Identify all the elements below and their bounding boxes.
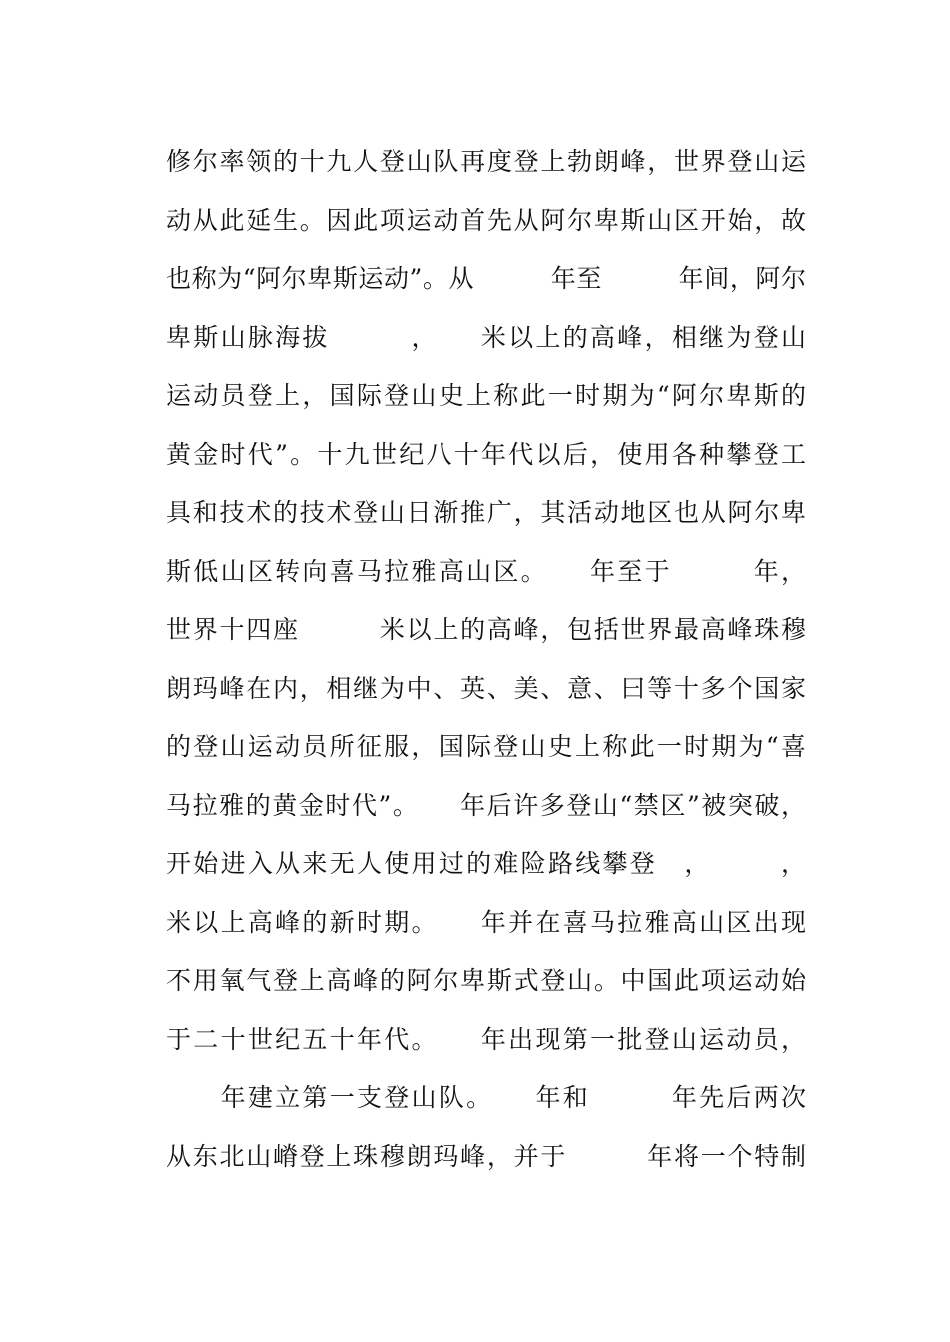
text-line: 年建立第一支登山队。 年和 年先后两次: [166, 1083, 806, 1112]
body-text: [166, 133, 806, 1186]
text-line: 的登山运动员所征服，国际登山史上称此一时期为“喜: [166, 732, 806, 761]
text-line: 不用氧气登上高峰的阿尔卑斯式登山。中国此项运动始: [166, 966, 806, 995]
text-line: 也称为“阿尔卑斯运动”。从 年至 年间，阿尔: [166, 264, 806, 293]
text-line: 朗玛峰在内，相继为中、英、美、意、曰等十多个国家: [166, 673, 806, 703]
text-line: 米以上高峰的新时期。 年并在喜马拉雅高山区出现: [166, 907, 806, 937]
text-line: 修尔率领的十九人登山队再度登上勃朗峰，世界登山运: [166, 147, 806, 176]
text-line: 黄金时代”。十九世纪八十年代以后，使用各种攀登工: [166, 439, 806, 469]
text-line: 动从此延生。因此项运动首先从阿尔卑斯山区开始，故: [166, 205, 806, 235]
text-line: 运动员登上，国际登山史上称此一时期为“阿尔卑斯的: [166, 381, 806, 410]
text-line: 马拉雅的黄金时代”。 年后许多登山“禁区”被突破，: [166, 790, 806, 820]
text-line: 斯低山区转向喜马拉雅高山区。 年至于 年，: [166, 556, 806, 586]
text-line: 开始进入从来无人使用过的难险路线攀登 ， ，: [166, 849, 806, 878]
text-line: 世界十四座 米以上的高峰，包括世界最高峰珠穆: [166, 615, 806, 644]
text-line: 于二十世纪五十年代。 年出现第一批登山运动员，: [166, 1024, 806, 1054]
text-line: 具和技术的技术登山日渐推广，其活动地区也从阿尔卑: [166, 498, 806, 527]
text-line: 从东北山嵴登上珠穆朗玛峰，并于 年将一个特制: [166, 1141, 806, 1171]
text-line: 卑斯山脉海拔 ， 米以上的高峰，相继为登山: [166, 322, 806, 352]
